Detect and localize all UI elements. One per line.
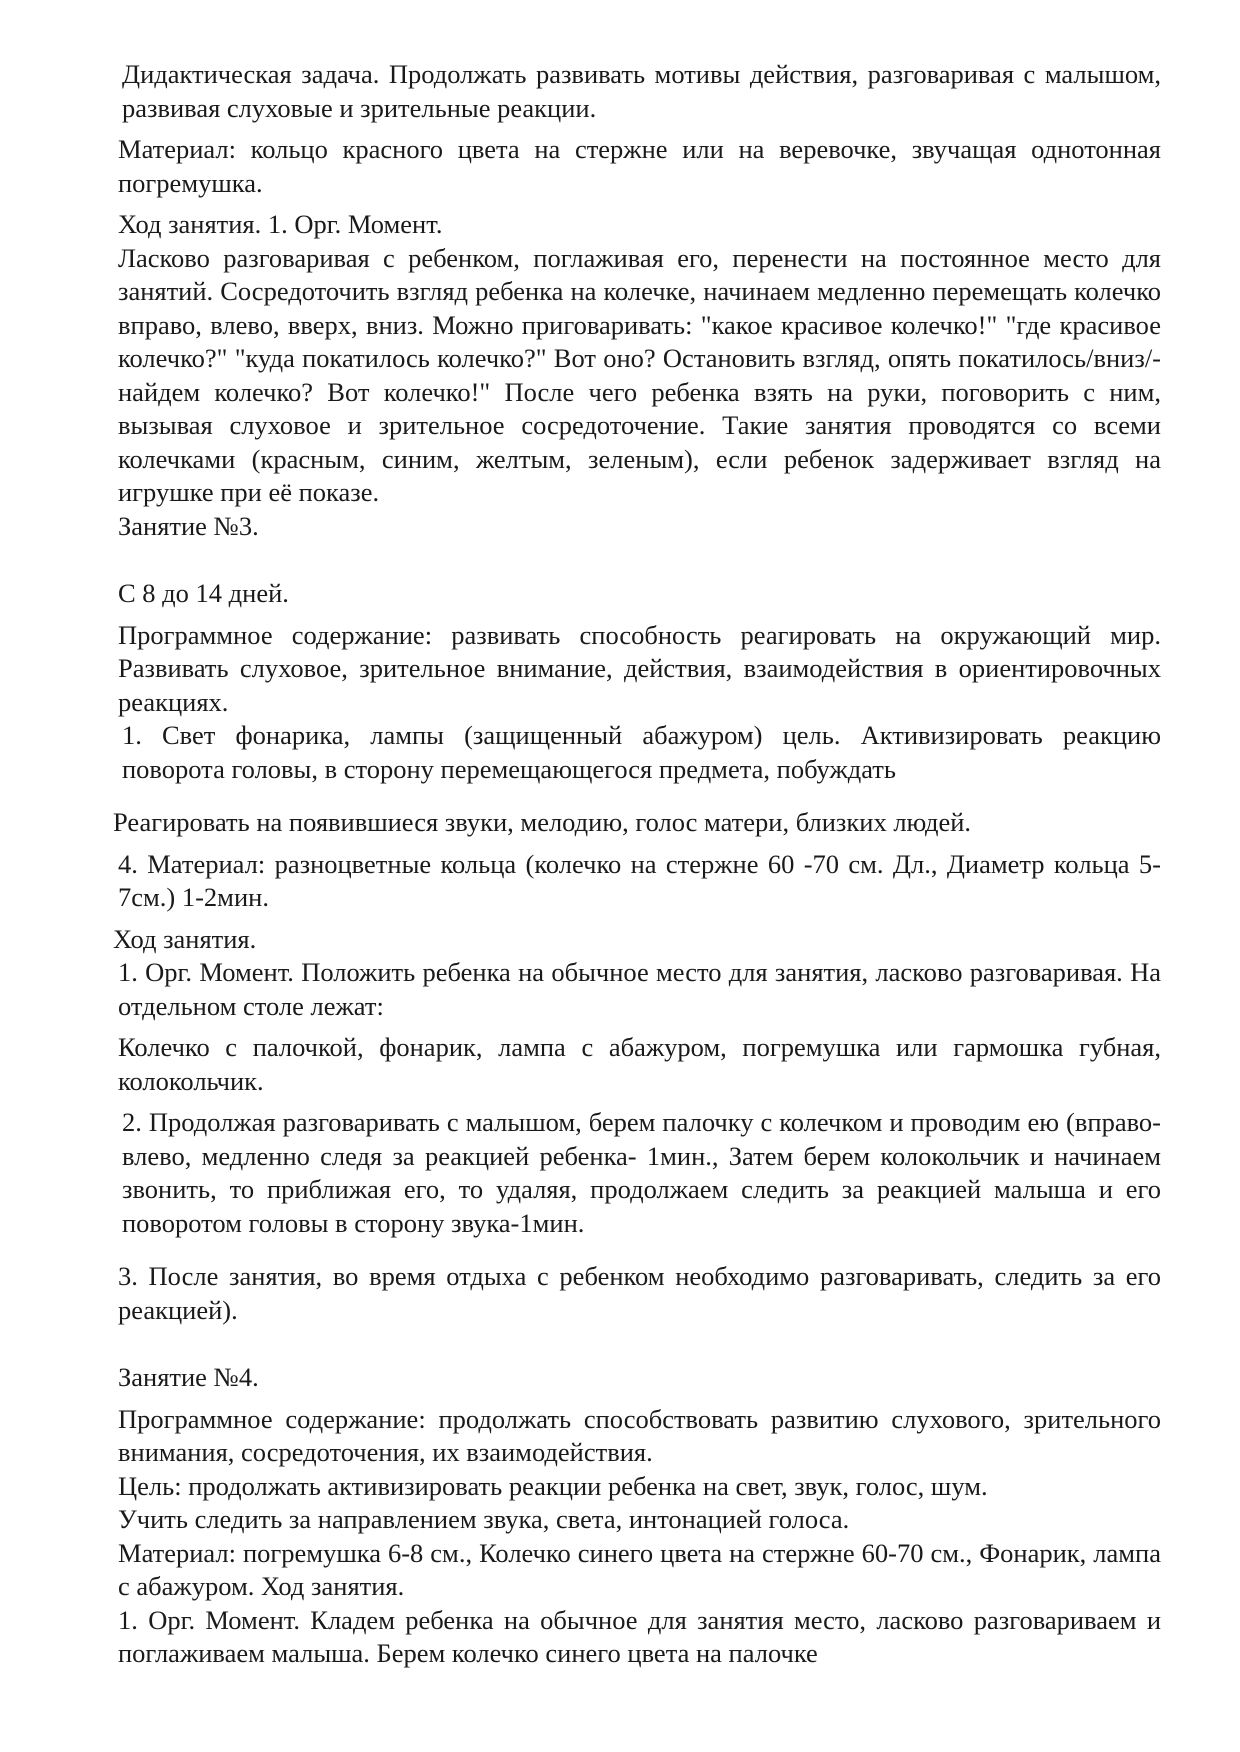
paragraph-org-moment-4: 1. Орг. Момент. Кладем ребенка на обычное для занятия место, ласково разговариваем и поглаживаем малыша. Берем колечко синего цвета на палочке: [118, 1604, 1161, 1668]
document-page: [113, 58, 1161, 1671]
paragraph-step-2: 2. Продолжая разговаривать с малышом, берем палочку с колечком и проводим ею (вправо-влево, медленно следя за реакцией ребенка- 1мин., Затем берем колокольчик и начинаем звонить, то приближая его, то удаляя, продолжаем следить за реакцией малыша и его поворотом головы в сторону звука-1мин.: [122, 1107, 1161, 1238]
paragraph-age-range: С 8 до 14 дней.: [118, 578, 289, 608]
paragraph-lesson-course-1: Ход занятия. 1. Орг. Момент.: [118, 209, 443, 239]
paragraph-program-content-4: Программное содержание: продолжать способствовать развитию слухового, зрительного внимания, сосредоточения, их взаимодействия.: [118, 1403, 1161, 1467]
paragraph-step-3: 3. После занятия, во время отдыха с ребенком необходимо разговаривать, следить за его реакцией).: [118, 1261, 1161, 1325]
paragraph-react-sounds: Реагировать на появившиеся звуки, мелодию, голос матери, близких людей.: [113, 807, 972, 837]
paragraph-material-lesson-4: Материал: погремушка 6-8 см., Колечко синего цвета на стержне 60-70 см., Фонарик, лампа с абажуром. Ход занятия.: [118, 1537, 1161, 1601]
paragraph-lesson-course-3: Ход занятия.: [113, 923, 257, 954]
paragraph-org-moment-3: 1. Орг. Момент. Положить ребенка на обычное место для занятия, ласково разговаривая. На отдельном столе лежат:: [118, 957, 1161, 1021]
paragraph-didactic-task: Дидактическая задача. Продолжать развивать мотивы действия, разговаривая с малышом, развивая слуховые и зрительные реакции.: [122, 59, 1161, 123]
heading-lesson-3: Занятие №3.: [118, 510, 259, 541]
heading-lesson-4: Занятие №4.: [118, 1362, 259, 1392]
paragraph-teach-4: Учить следить за направлением звука, света, интонацией голоса.: [118, 1504, 850, 1534]
paragraph-material-1: Материал: кольцо красного цвета на стержне или на веревочке, звучащая однотонная погремушка.: [118, 134, 1161, 198]
paragraph-goal-4: Цель: продолжать активизировать реакции ребенка на свет, звук, голос, шум.: [118, 1470, 988, 1501]
paragraph-items-list: Колечко с палочкой, фонарик, лампа с абажуром, погремушка или гармошка губная, колокольчик.: [118, 1032, 1161, 1096]
paragraph-item-1-light: 1. Свет фонарика, лампы (защищенный абажуром) цель. Активизировать реакцию поворота головы, в сторону перемещающегося предмета, побуждать: [122, 720, 1161, 784]
paragraph-program-content-3: Программное содержание: развивать способность реагировать на окружающий мир. Развивать слуховое, зрительное внимание, действия, взаимодействия в ориентировочных реакциях.: [118, 619, 1161, 717]
paragraph-lesson-body-1: Ласково разговаривая с ребенком, поглаживая его, перенести на постоянное место для занятий. Сосредоточить взгляд ребенка на колечке, начинаем медленно перемещать колечко вправо, влево, вверх, вниз. Можно приговаривать: "какое красивое колечко!" "где красивое колечко?" "куда покатилось колечко?" Вот оно? Остановить взгляд, опять покатилось/вниз/- найдем колечко? Вот колечко!" После чего ребенка взять на руки, поговорить с ним, вызывая слуховое и зрительное сосредоточение. Такие занятия проводятся со всеми колечками (красным, синим, желтым, зеленым), если ребенок задерживает взгляд на игрушке при её показе.: [118, 242, 1161, 507]
paragraph-material-4: 4. Материал: разноцветные кольца (колечко на стержне 60 -70 см. Дл., Диаметр кольца 5-7см.) 1-2мин.: [118, 848, 1161, 912]
